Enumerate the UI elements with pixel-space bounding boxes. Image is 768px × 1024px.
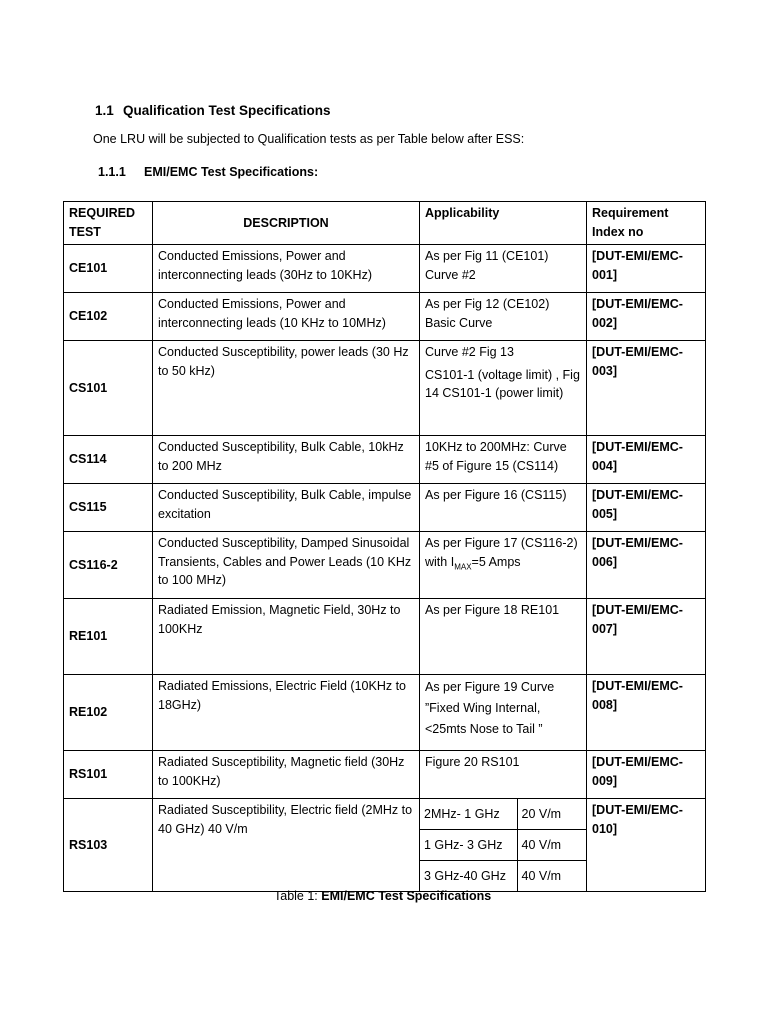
row-applicability: As per Fig 12 (CE102) Basic Curve bbox=[420, 293, 587, 341]
row-description: Radiated Susceptibility, Magnetic field (30Hz to 100KHz) bbox=[153, 751, 420, 799]
header-description: DESCRIPTION bbox=[153, 202, 420, 245]
subsection-number: 1.1.1 bbox=[98, 165, 126, 179]
row-requirement: [DUT-EMI/EMC-008] bbox=[587, 675, 706, 751]
row-applicability bbox=[420, 532, 587, 599]
row-requirement: [DUT-EMI/EMC-001] bbox=[587, 245, 706, 293]
table-row bbox=[64, 341, 706, 436]
row-requirement: [DUT-EMI/EMC-005] bbox=[587, 484, 706, 532]
table-row bbox=[64, 799, 706, 892]
band-level: 40 V/m bbox=[517, 830, 586, 861]
row-test: RE101 bbox=[64, 599, 153, 675]
band-row bbox=[420, 830, 586, 861]
caption-prefix: Table 1: bbox=[274, 889, 322, 903]
subsection-heading bbox=[98, 165, 318, 179]
row-description: Conducted Susceptibility, power leads (30 Hz to 50 kHz) bbox=[153, 341, 420, 436]
band-level: 40 V/m bbox=[517, 861, 586, 892]
imax-subscript: MAX bbox=[454, 562, 472, 571]
row-applicability: Figure 20 RS101 bbox=[420, 751, 587, 799]
row-test: RS103 bbox=[64, 799, 153, 892]
row-applicability: As per Figure 18 RE101 bbox=[420, 599, 587, 675]
row-applicability: As per Figure 16 (CS115) bbox=[420, 484, 587, 532]
row-test: CE101 bbox=[64, 245, 153, 293]
table-row bbox=[64, 599, 706, 675]
row-test: CS115 bbox=[64, 484, 153, 532]
table-row bbox=[64, 751, 706, 799]
table-row bbox=[64, 245, 706, 293]
row-description: Conducted Susceptibility, Damped Sinusoidal Transients, Cables and Power Leads (10 KHz to 100 MHz) bbox=[153, 532, 420, 599]
applicability-text: As per Figure 17 (CS116-2) with I bbox=[425, 536, 578, 569]
header-applicability: Applicability bbox=[420, 202, 587, 245]
band-range: 2MHz- 1 GHz bbox=[420, 799, 517, 830]
emi-emc-spec-table bbox=[63, 201, 706, 892]
row-description: Conducted Susceptibility, Bulk Cable, impulse excitation bbox=[153, 484, 420, 532]
row-test: CS116-2 bbox=[64, 532, 153, 599]
band-row bbox=[420, 861, 586, 892]
row-requirement: [DUT-EMI/EMC-002] bbox=[587, 293, 706, 341]
row-description: Conducted Susceptibility, Bulk Cable, 10kHz to 200 MHz bbox=[153, 436, 420, 484]
applicability-tail: =5 Amps bbox=[471, 554, 521, 569]
row-applicability: 10KHz to 200MHz: Curve #5 of Figure 15 (CS114) bbox=[420, 436, 587, 484]
table-row bbox=[64, 484, 706, 532]
row-applicability bbox=[420, 799, 587, 892]
row-test: RE102 bbox=[64, 675, 153, 751]
band-range: 3 GHz-40 GHz bbox=[420, 861, 517, 892]
row-requirement: [DUT-EMI/EMC-003] bbox=[587, 341, 706, 436]
row-applicability: As per Figure 19 Curve ”Fixed Wing Internal, <25mts Nose to Tail ” bbox=[420, 675, 587, 751]
section-heading bbox=[95, 103, 331, 118]
table-header-row bbox=[64, 202, 706, 245]
band-row bbox=[420, 799, 586, 830]
table-caption bbox=[274, 889, 491, 903]
section-number: 1.1 bbox=[95, 103, 114, 118]
caption-text: EMI/EMC Test Specifications bbox=[321, 889, 492, 903]
row-description: Radiated Emissions, Electric Field (10KHz to 18GHz) bbox=[153, 675, 420, 751]
row-requirement: [DUT-EMI/EMC-010] bbox=[587, 799, 706, 892]
header-required-test: REQUIRED TEST bbox=[64, 202, 153, 245]
row-description: Radiated Emission, Magnetic Field, 30Hz to 100KHz bbox=[153, 599, 420, 675]
table-row bbox=[64, 436, 706, 484]
band-level: 20 V/m bbox=[517, 799, 586, 830]
header-requirement-index: Requirement Index no bbox=[587, 202, 706, 245]
band-range: 1 GHz- 3 GHz bbox=[420, 830, 517, 861]
table-row bbox=[64, 293, 706, 341]
rs103-band-table bbox=[420, 799, 586, 891]
row-requirement: [DUT-EMI/EMC-004] bbox=[587, 436, 706, 484]
applicability-line-2: CS101-1 (voltage limit) , Fig 14 CS101-1 (power limit) bbox=[425, 367, 580, 400]
table-row bbox=[64, 675, 706, 751]
row-test: CS101 bbox=[64, 341, 153, 436]
row-test: RS101 bbox=[64, 751, 153, 799]
row-description: Conducted Emissions, Power and interconnecting leads (10 KHz to 10MHz) bbox=[153, 293, 420, 341]
subsection-title: EMI/EMC Test Specifications: bbox=[144, 165, 319, 179]
row-test: CE102 bbox=[64, 293, 153, 341]
row-requirement: [DUT-EMI/EMC-006] bbox=[587, 532, 706, 599]
table-row bbox=[64, 532, 706, 599]
row-applicability: As per Fig 11 (CE101) Curve #2 bbox=[420, 245, 587, 293]
row-description: Conducted Emissions, Power and interconnecting leads (30Hz to 10KHz) bbox=[153, 245, 420, 293]
section-title: Qualification Test Specifications bbox=[123, 103, 331, 118]
row-description: Radiated Susceptibility, Electric field (2MHz to 40 GHz) 40 V/m bbox=[153, 799, 420, 892]
applicability-line-1: Curve #2 Fig 13 bbox=[425, 345, 514, 359]
row-requirement: [DUT-EMI/EMC-009] bbox=[587, 751, 706, 799]
row-requirement: [DUT-EMI/EMC-007] bbox=[587, 599, 706, 675]
row-applicability bbox=[420, 341, 587, 436]
row-test: CS114 bbox=[64, 436, 153, 484]
intro-paragraph: One LRU will be subjected to Qualification tests as per Table below after ESS: bbox=[93, 132, 525, 146]
